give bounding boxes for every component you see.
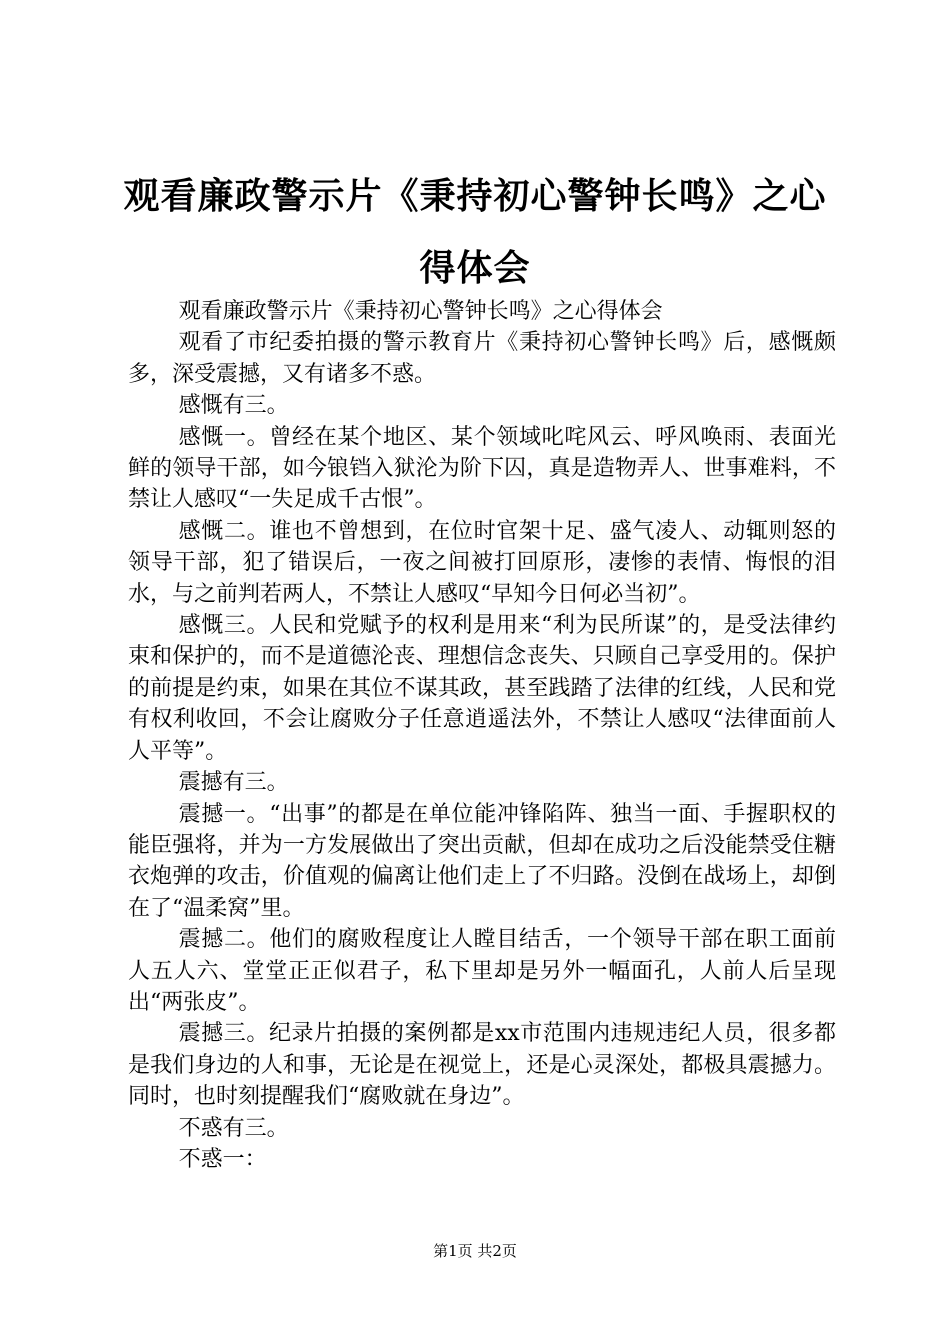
paragraph-zhenhan-2: 震撼二。他们的腐败程度让人瞠目结舌，一个领导干部在职工面前人五人六、堂堂正正似君子，私下里却是另外一幅面孔，人前人后呈现出“两张皮”。 (128, 927, 836, 1015)
paragraph-ganlai-1: 感慨一。曾经在某个地区、某个领域叱咤风云、呼风唤雨、表面光鲜的领导干部，如今锒铛入狱沦为阶下囚，真是造物弄人、世事难料，不禁让人感叹“一失足成千古恨”。 (128, 424, 836, 513)
paragraph-ganlai-2: 感慨二。谁也不曾想到，在位时官架十足、盛气凌人、动辄则怒的领导干部，犯了错误后，一夜之间被打回原形，凄惨的表情、悔恨的泪水，与之前判若两人，不禁让人感叹“早知今日何必当初”。 (128, 518, 836, 607)
paragraph-heading-zhenhan: 震撼有三。 (178, 770, 289, 796)
paragraph-heading-ganlai: 感慨有三。 (178, 393, 289, 419)
paragraph-zhenhan-3: 震撼三。纪录片拍摄的案例都是xx市范围内违规违纪人员，很多都是我们身边的人和事，无论是在视觉上，还是心灵深处，都极具震撼力。同时，也时刻提醒我们“腐败就在身边”。 (128, 1021, 836, 1110)
paragraph-buhuo-1: 不惑一： (178, 1146, 267, 1172)
paragraph-intro: 观看了市纪委拍摄的警示教育片《秉持初心警钟长鸣》后，感慨颇多，深受震撼，又有诸多不惑。 (128, 330, 836, 387)
page-number-footer: 第1页 共2页 (433, 1242, 517, 1260)
document-body (128, 296, 836, 1175)
paragraph-subtitle: 观看廉政警示片《秉持初心警钟长鸣》之心得体会 (178, 299, 663, 324)
document-title: 观看廉政警示片《秉持初心警钟长鸣》之心得体会 (123, 175, 827, 289)
paragraph-zhenhan-1: 震撼一。“出事”的都是在单位能冲锋陷阵、独当一面、手握职权的能臣强将，并为一方发展做出了突出贡献，但却在成功之后没能禁受住糖衣炮弹的攻击，价值观的偏离让他们走上了不归路。没倒在战场上，却倒在了“温柔窝”里。 (128, 801, 836, 921)
paragraph-ganlai-3: 感慨三。人民和党赋予的权利是用来“利为民所谋”的，是受法律约束和保护的，而不是道德沦丧、理想信念丧失、只顾自己享受用的。保护的前提是约束，如果在其位不谋其政，甚至践踏了法律的红线，人民和党有权利收回，不会让腐败分子任意逍遥法外，不禁让人感叹“法律面前人人平等”。 (128, 613, 836, 764)
paragraph-heading-buhuo: 不惑有三。 (178, 1115, 289, 1141)
